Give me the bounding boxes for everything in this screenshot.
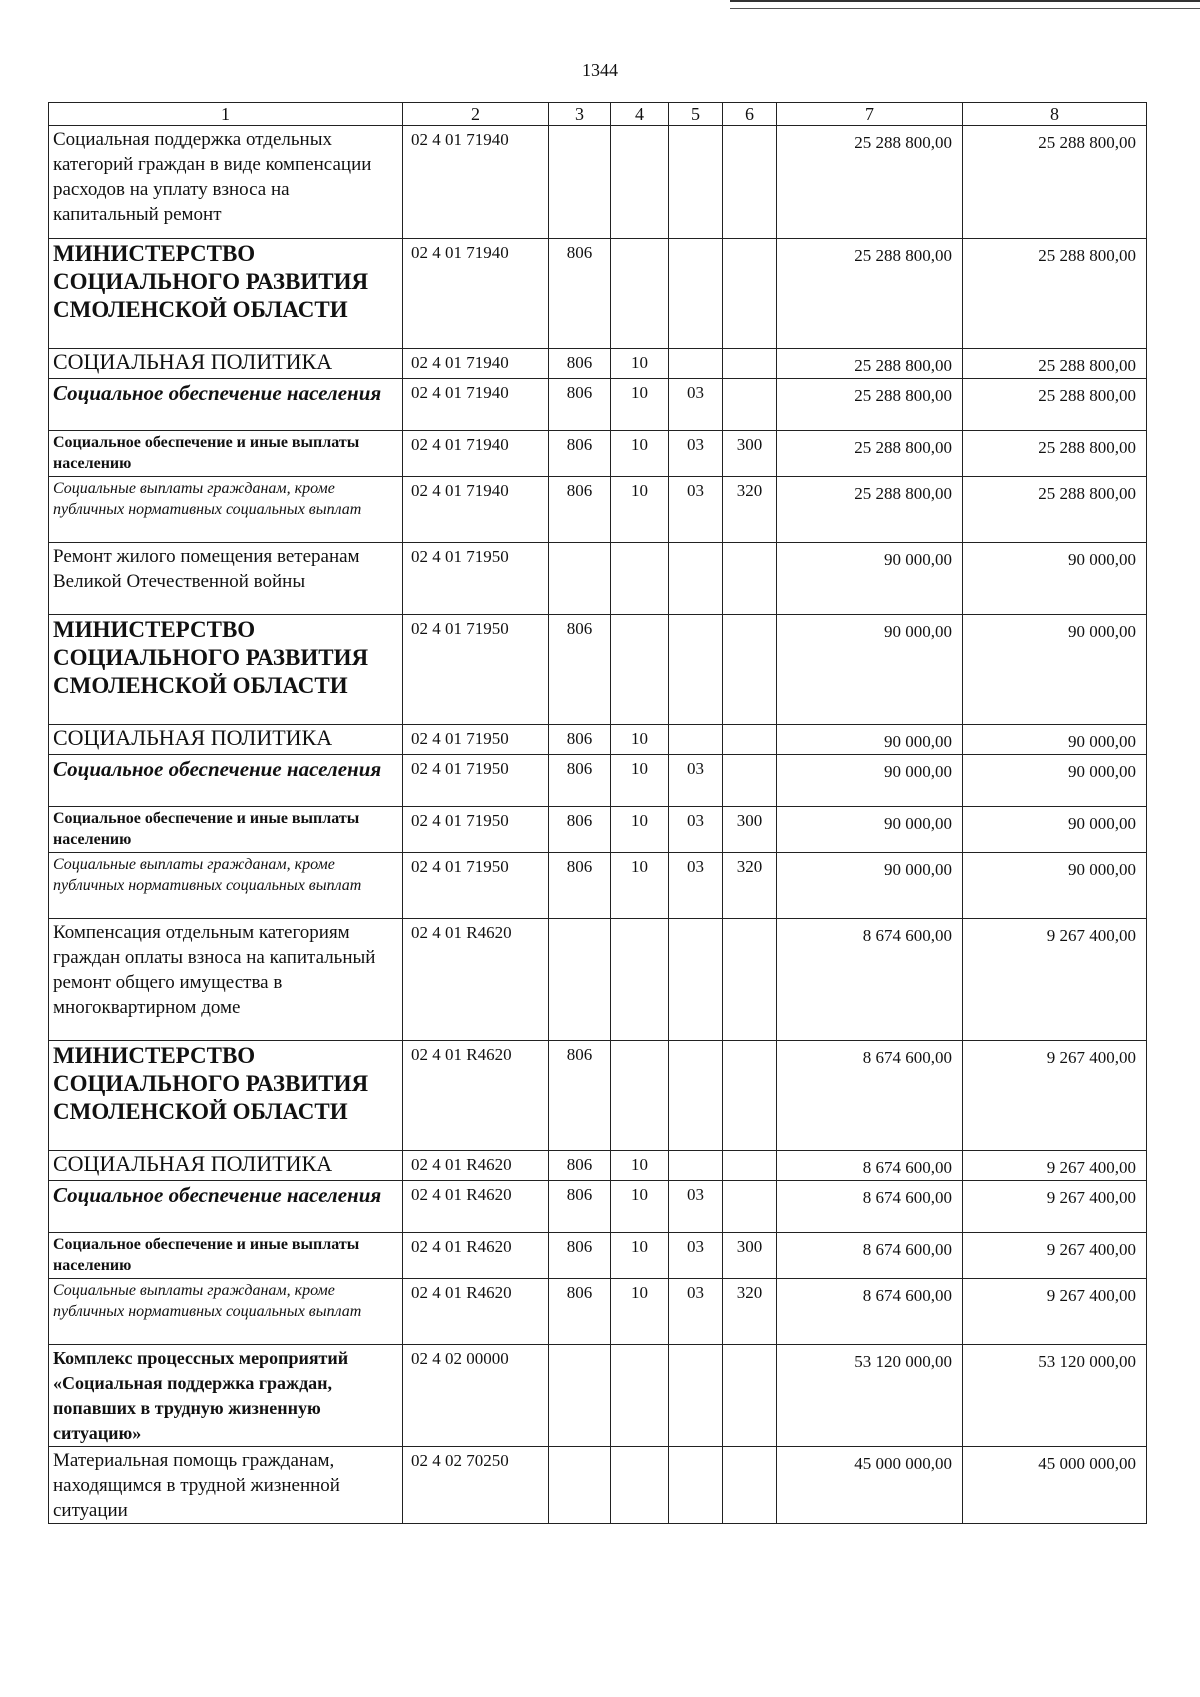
row-col6-cell: 320	[723, 1279, 777, 1345]
row-col6-cell	[723, 1345, 777, 1447]
row-code-cell: 02 4 01 71940	[403, 126, 549, 239]
row-amount-col7-cell: 8 674 600,00	[777, 1279, 963, 1345]
row-col6-cell	[723, 1041, 777, 1151]
table-row	[49, 1181, 1147, 1233]
table-row	[49, 755, 1147, 807]
row-col6-cell	[723, 1181, 777, 1233]
table-row	[49, 379, 1147, 431]
row-col4-cell: 10	[611, 349, 669, 379]
row-amount-col7-cell: 90 000,00	[777, 755, 963, 807]
row-amount-col7-cell: 25 288 800,00	[777, 379, 963, 431]
row-code-cell: 02 4 01 71950	[403, 807, 549, 853]
row-col6-cell	[723, 1447, 777, 1524]
column-header: 3	[549, 103, 611, 126]
row-col4-cell	[611, 239, 669, 349]
row-col5-cell	[669, 543, 723, 615]
column-header: 5	[669, 103, 723, 126]
row-code-cell: 02 4 01 R4620	[403, 1279, 549, 1345]
row-col6-cell	[723, 349, 777, 379]
row-col5-cell	[669, 615, 723, 725]
row-code-cell: 02 4 02 70250	[403, 1447, 549, 1524]
table-row	[49, 1345, 1147, 1447]
row-col6-cell: 300	[723, 807, 777, 853]
row-col6-cell: 320	[723, 477, 777, 543]
table-row	[49, 615, 1147, 725]
row-name-cell: Социальное обеспечение населения	[49, 1181, 403, 1233]
row-name-cell: Комплекс процессных мероприятий «Социальная поддержка граждан, попавших в трудную жизненную ситуацию»	[49, 1345, 403, 1447]
row-col3-cell: 806	[549, 1279, 611, 1345]
row-col4-cell: 10	[611, 1151, 669, 1181]
row-col6-cell	[723, 239, 777, 349]
row-amount-col8-cell: 9 267 400,00	[963, 1181, 1147, 1233]
row-name-cell: Социальная поддержка отдельных категорий граждан в виде компенсации расходов на уплату взноса на капитальный ремонт	[49, 126, 403, 239]
row-code-cell: 02 4 01 R4620	[403, 1041, 549, 1151]
row-amount-col8-cell: 25 288 800,00	[963, 126, 1147, 239]
table-row	[49, 1151, 1147, 1181]
row-col5-cell	[669, 1447, 723, 1524]
row-name-cell: Социальное обеспечение и иные выплаты населению	[49, 1233, 403, 1279]
row-col4-cell	[611, 1041, 669, 1151]
row-col3-cell: 806	[549, 379, 611, 431]
table-row	[49, 477, 1147, 543]
row-code-cell: 02 4 01 71950	[403, 853, 549, 919]
row-amount-col7-cell: 90 000,00	[777, 615, 963, 725]
row-col5-cell: 03	[669, 1233, 723, 1279]
row-col5-cell: 03	[669, 853, 723, 919]
row-col5-cell: 03	[669, 807, 723, 853]
row-amount-col8-cell: 25 288 800,00	[963, 431, 1147, 477]
row-code-cell: 02 4 01 71940	[403, 349, 549, 379]
row-col4-cell	[611, 1447, 669, 1524]
row-amount-col8-cell: 90 000,00	[963, 615, 1147, 725]
table-row	[49, 1233, 1147, 1279]
row-name-cell: МИНИСТЕРСТВО СОЦИАЛЬНОГО РАЗВИТИЯ СМОЛЕНСКОЙ ОБЛАСТИ	[49, 1041, 403, 1151]
row-col4-cell: 10	[611, 1233, 669, 1279]
row-col6-cell	[723, 379, 777, 431]
row-col3-cell: 806	[549, 1233, 611, 1279]
row-col3-cell: 806	[549, 1151, 611, 1181]
row-name-cell: Ремонт жилого помещения ветеранам Великой Отечественной войны	[49, 543, 403, 615]
row-amount-col8-cell: 25 288 800,00	[963, 349, 1147, 379]
table-row	[49, 1279, 1147, 1345]
row-amount-col8-cell: 90 000,00	[963, 755, 1147, 807]
row-name-cell: Социальное обеспечение населения	[49, 755, 403, 807]
row-col3-cell: 806	[549, 807, 611, 853]
budget-table	[48, 102, 1147, 1524]
table-row	[49, 1041, 1147, 1151]
column-header: 6	[723, 103, 777, 126]
row-col3-cell: 806	[549, 239, 611, 349]
row-amount-col7-cell: 90 000,00	[777, 853, 963, 919]
row-col3-cell: 806	[549, 349, 611, 379]
row-amount-col8-cell: 45 000 000,00	[963, 1447, 1147, 1524]
row-name-cell: Социальные выплаты гражданам, кроме публичных нормативных социальных выплат	[49, 853, 403, 919]
column-header: 2	[403, 103, 549, 126]
row-col4-cell: 10	[611, 725, 669, 755]
row-col4-cell	[611, 543, 669, 615]
table-row	[49, 431, 1147, 477]
row-name-cell: МИНИСТЕРСТВО СОЦИАЛЬНОГО РАЗВИТИЯ СМОЛЕНСКОЙ ОБЛАСТИ	[49, 615, 403, 725]
table-row	[49, 807, 1147, 853]
row-amount-col8-cell: 9 267 400,00	[963, 1151, 1147, 1181]
row-col6-cell	[723, 543, 777, 615]
row-col5-cell: 03	[669, 1181, 723, 1233]
row-code-cell: 02 4 01 R4620	[403, 919, 549, 1041]
row-col3-cell	[549, 543, 611, 615]
row-code-cell: 02 4 01 71950	[403, 615, 549, 725]
row-code-cell: 02 4 01 R4620	[403, 1181, 549, 1233]
row-col5-cell	[669, 1151, 723, 1181]
row-col3-cell: 806	[549, 1181, 611, 1233]
row-name-cell: Материальная помощь гражданам, находящимся в трудной жизненной ситуации	[49, 1447, 403, 1524]
row-col5-cell: 03	[669, 755, 723, 807]
row-amount-col8-cell: 25 288 800,00	[963, 239, 1147, 349]
row-col4-cell	[611, 919, 669, 1041]
row-amount-col8-cell: 90 000,00	[963, 807, 1147, 853]
row-amount-col7-cell: 25 288 800,00	[777, 126, 963, 239]
row-amount-col7-cell: 90 000,00	[777, 807, 963, 853]
row-col3-cell: 806	[549, 1041, 611, 1151]
row-amount-col7-cell: 90 000,00	[777, 543, 963, 615]
row-amount-col8-cell: 90 000,00	[963, 853, 1147, 919]
row-col4-cell: 10	[611, 1279, 669, 1345]
row-col6-cell: 320	[723, 853, 777, 919]
row-amount-col8-cell: 90 000,00	[963, 725, 1147, 755]
row-amount-col7-cell: 8 674 600,00	[777, 1151, 963, 1181]
row-col6-cell: 300	[723, 1233, 777, 1279]
row-col5-cell	[669, 1041, 723, 1151]
row-amount-col7-cell: 8 674 600,00	[777, 1233, 963, 1279]
row-amount-col8-cell: 9 267 400,00	[963, 1233, 1147, 1279]
row-col5-cell	[669, 239, 723, 349]
row-col3-cell	[549, 919, 611, 1041]
row-code-cell: 02 4 01 R4620	[403, 1233, 549, 1279]
row-col5-cell: 03	[669, 379, 723, 431]
row-amount-col7-cell: 25 288 800,00	[777, 239, 963, 349]
table-row	[49, 853, 1147, 919]
row-col3-cell: 806	[549, 853, 611, 919]
row-col3-cell: 806	[549, 431, 611, 477]
row-col4-cell	[611, 1345, 669, 1447]
row-code-cell: 02 4 01 71940	[403, 477, 549, 543]
row-name-cell: Компенсация отдельным категориям граждан оплаты взноса на капитальный ремонт общего имущества в многоквартирном доме	[49, 919, 403, 1041]
row-col4-cell: 10	[611, 477, 669, 543]
row-code-cell: 02 4 01 71950	[403, 725, 549, 755]
row-col3-cell: 806	[549, 725, 611, 755]
row-amount-col8-cell: 90 000,00	[963, 543, 1147, 615]
row-col5-cell	[669, 919, 723, 1041]
table-row	[49, 349, 1147, 379]
row-col5-cell	[669, 349, 723, 379]
row-amount-col7-cell: 25 288 800,00	[777, 431, 963, 477]
row-amount-col8-cell: 9 267 400,00	[963, 1041, 1147, 1151]
row-amount-col7-cell: 8 674 600,00	[777, 1181, 963, 1233]
row-amount-col8-cell: 9 267 400,00	[963, 919, 1147, 1041]
row-code-cell: 02 4 02 00000	[403, 1345, 549, 1447]
table-row	[49, 919, 1147, 1041]
row-col5-cell	[669, 126, 723, 239]
row-amount-col8-cell: 53 120 000,00	[963, 1345, 1147, 1447]
row-col5-cell: 03	[669, 477, 723, 543]
row-code-cell: 02 4 01 71950	[403, 755, 549, 807]
table-row	[49, 543, 1147, 615]
column-header: 8	[963, 103, 1147, 126]
row-name-cell: СОЦИАЛЬНАЯ ПОЛИТИКА	[49, 1151, 403, 1181]
row-name-cell: СОЦИАЛЬНАЯ ПОЛИТИКА	[49, 349, 403, 379]
row-col3-cell: 806	[549, 477, 611, 543]
row-col6-cell	[723, 1151, 777, 1181]
row-code-cell: 02 4 01 71940	[403, 431, 549, 477]
row-col3-cell: 806	[549, 755, 611, 807]
top-edge-line	[730, 0, 1200, 9]
row-col4-cell: 10	[611, 431, 669, 477]
row-col4-cell: 10	[611, 853, 669, 919]
row-col3-cell	[549, 1345, 611, 1447]
table-row	[49, 725, 1147, 755]
row-name-cell: Социальные выплаты гражданам, кроме публичных нормативных социальных выплат	[49, 1279, 403, 1345]
row-name-cell: СОЦИАЛЬНАЯ ПОЛИТИКА	[49, 725, 403, 755]
column-header: 7	[777, 103, 963, 126]
table-row	[49, 126, 1147, 239]
row-code-cell: 02 4 01 71940	[403, 239, 549, 349]
row-col4-cell: 10	[611, 379, 669, 431]
row-amount-col8-cell: 25 288 800,00	[963, 477, 1147, 543]
row-col4-cell	[611, 615, 669, 725]
table-row	[49, 239, 1147, 349]
row-amount-col7-cell: 53 120 000,00	[777, 1345, 963, 1447]
row-amount-col7-cell: 8 674 600,00	[777, 919, 963, 1041]
row-code-cell: 02 4 01 71940	[403, 379, 549, 431]
row-col4-cell: 10	[611, 807, 669, 853]
row-amount-col7-cell: 90 000,00	[777, 725, 963, 755]
row-col5-cell: 03	[669, 431, 723, 477]
table-row	[49, 1447, 1147, 1524]
row-name-cell: Социальные выплаты гражданам, кроме публичных нормативных социальных выплат	[49, 477, 403, 543]
row-amount-col7-cell: 25 288 800,00	[777, 477, 963, 543]
row-code-cell: 02 4 01 R4620	[403, 1151, 549, 1181]
row-col3-cell: 806	[549, 615, 611, 725]
row-col5-cell	[669, 725, 723, 755]
row-col6-cell	[723, 919, 777, 1041]
row-amount-col8-cell: 25 288 800,00	[963, 379, 1147, 431]
row-col6-cell	[723, 126, 777, 239]
row-col6-cell	[723, 615, 777, 725]
row-col3-cell	[549, 1447, 611, 1524]
column-header: 1	[49, 103, 403, 126]
row-col3-cell	[549, 126, 611, 239]
row-name-cell: Социальное обеспечение и иные выплаты населению	[49, 807, 403, 853]
row-col6-cell	[723, 755, 777, 807]
row-name-cell: Социальное обеспечение населения	[49, 379, 403, 431]
row-name-cell: МИНИСТЕРСТВО СОЦИАЛЬНОГО РАЗВИТИЯ СМОЛЕНСКОЙ ОБЛАСТИ	[49, 239, 403, 349]
column-header: 4	[611, 103, 669, 126]
row-col4-cell: 10	[611, 755, 669, 807]
row-col6-cell	[723, 725, 777, 755]
row-amount-col7-cell: 8 674 600,00	[777, 1041, 963, 1151]
row-col5-cell: 03	[669, 1279, 723, 1345]
row-col6-cell: 300	[723, 431, 777, 477]
row-col4-cell: 10	[611, 1181, 669, 1233]
row-amount-col7-cell: 25 288 800,00	[777, 349, 963, 379]
row-code-cell: 02 4 01 71950	[403, 543, 549, 615]
row-amount-col8-cell: 9 267 400,00	[963, 1279, 1147, 1345]
header-row	[49, 103, 1147, 126]
row-col4-cell	[611, 126, 669, 239]
page-number: 1344	[582, 60, 618, 80]
row-name-cell: Социальное обеспечение и иные выплаты населению	[49, 431, 403, 477]
row-amount-col7-cell: 45 000 000,00	[777, 1447, 963, 1524]
row-col5-cell	[669, 1345, 723, 1447]
